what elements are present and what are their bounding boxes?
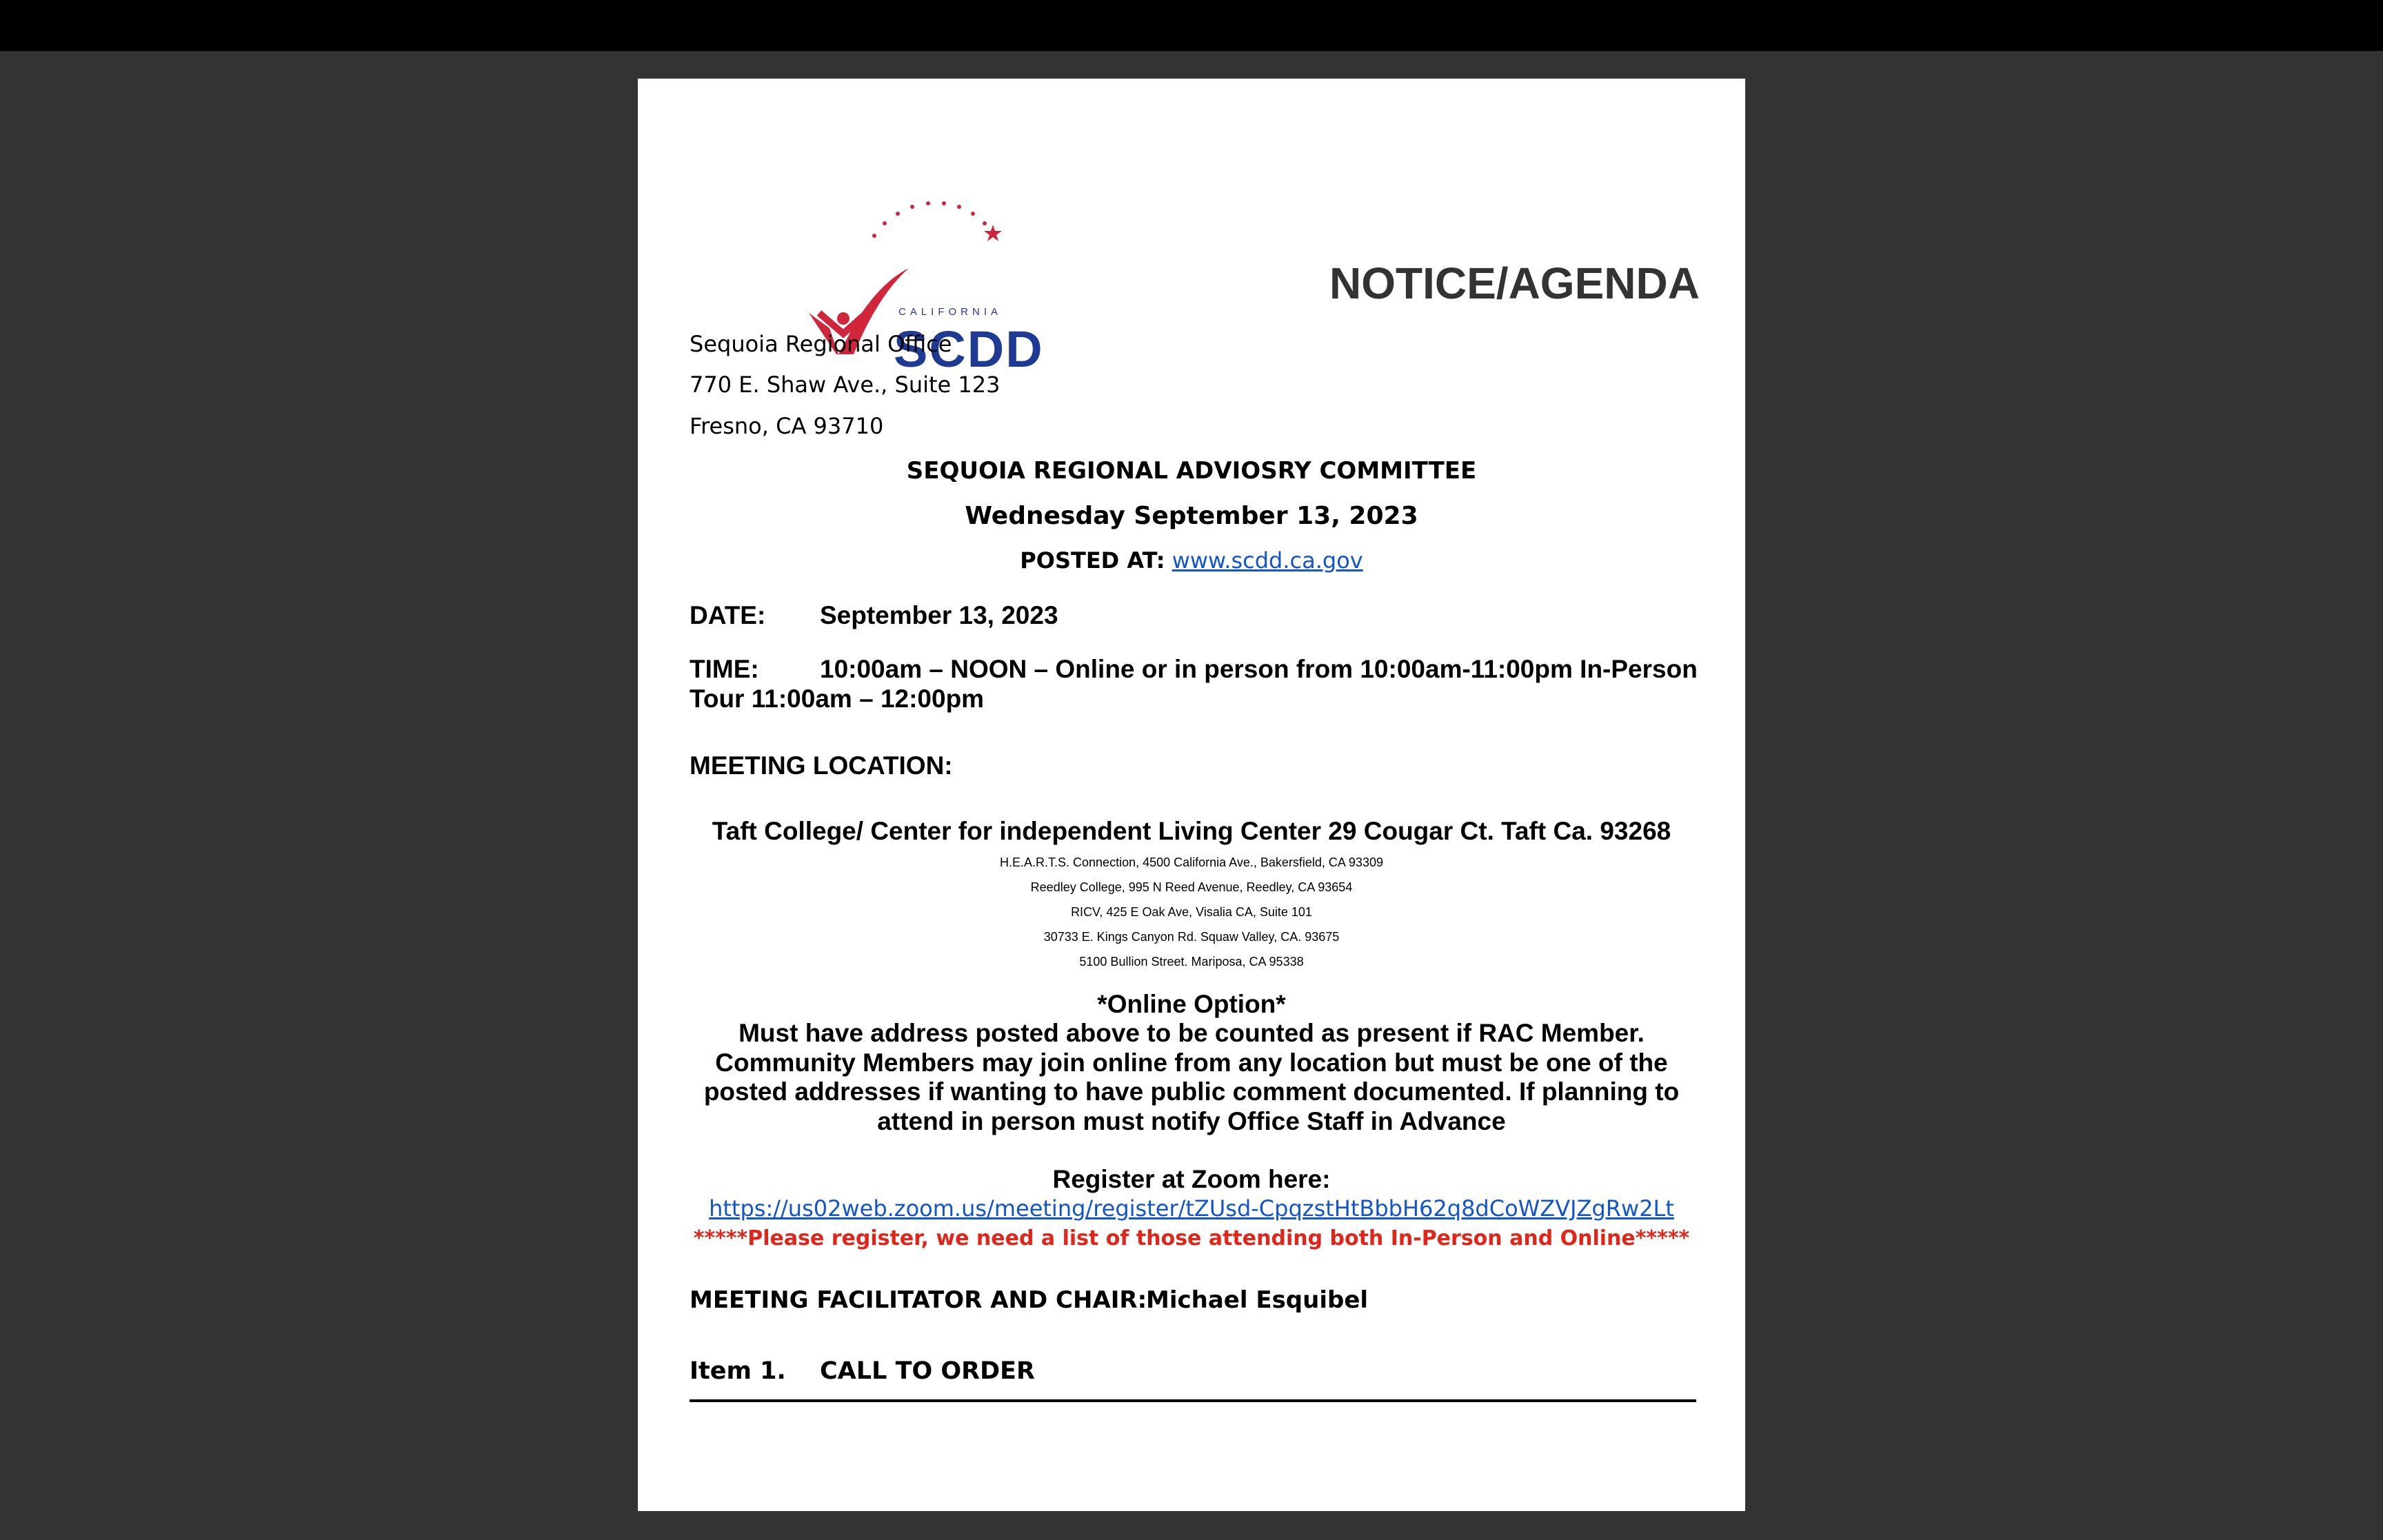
logo-main-word: SCDD [894, 321, 1044, 378]
location-item: 30733 E. Kings Canyon Rd. Squaw Valley, CA. 93675 [1043, 930, 1340, 944]
time-value-line2: Tour 11:00am – 12:00pm [690, 685, 985, 713]
section-divider [690, 1399, 1696, 1402]
logo-stars [872, 201, 1002, 241]
office-city: Fresno, CA 93710 [690, 413, 884, 439]
online-option-line: Must have address posted above to be counted as present if RAC Member. [738, 1019, 1645, 1047]
logo-figure-head [837, 312, 849, 325]
posted-at-link[interactable]: www.scdd.ca.gov [1172, 547, 1363, 574]
location-item: Reedley College, 995 N Reed Avenue, Reedley, CA 93654 [1030, 880, 1353, 894]
meeting-date-line: Wednesday September 13, 2023 [965, 502, 1418, 530]
agenda-item-number: Item 1. [690, 1357, 786, 1385]
online-option-line: posted addresses if wanting to have public comment documented. If planning to [703, 1077, 1680, 1106]
date-label: DATE: [690, 601, 766, 629]
office-name: Sequoia Regional Office [690, 331, 952, 357]
register-link[interactable]: https://us02web.zoom.us/meeting/register/tZUsd-CpqzstHtBbbH62q8dCoWZVJZgRw2Lt [709, 1195, 1674, 1222]
notice-agenda-heading: NOTICE/AGENDA [1329, 259, 1700, 308]
posted-at-line [638, 547, 1745, 574]
online-option-line: Community Members may join online from any location but must be one of the [715, 1048, 1668, 1077]
meeting-location-label: MEETING LOCATION: [690, 751, 953, 780]
document-page [638, 79, 1745, 1511]
viewer-top-bar [0, 0, 2383, 51]
agenda-item-title: CALL TO ORDER [820, 1357, 1035, 1385]
time-value-line1: 10:00am – NOON – Online or in person from 10:00am-11:00pm In-Person [820, 655, 1698, 683]
location-item: 5100 Bullion Street. Mariposa, CA 95338 [1079, 955, 1304, 969]
date-value: September 13, 2023 [820, 601, 1058, 629]
location-item: H.E.A.R.T.S. Connection, 4500 California Ave., Bakersfield, CA 93309 [1000, 855, 1383, 869]
online-option-title: *Online Option* [1097, 990, 1286, 1018]
posted-at-label: POSTED AT: [1020, 547, 1165, 574]
office-street: 770 E. Shaw Ave., Suite 123 [690, 372, 1001, 398]
online-option-line: attend in person must notify Office Staff in Advance [877, 1107, 1506, 1135]
location-item: RICV, 425 E Oak Ave, Visalia CA, Suite 101 [1071, 905, 1312, 919]
time-label: TIME: [690, 655, 759, 683]
facilitator-label: MEETING FACILITATOR AND CHAIR: [690, 1286, 1147, 1314]
register-label: Register at Zoom here: [1052, 1165, 1331, 1193]
facilitator-name: Michael Esquibel [1146, 1286, 1369, 1314]
committee-title: SEQUOIA REGIONAL ADVIOSRY COMMITTEE [906, 457, 1477, 485]
register-notice: *****Please register, we need a list of those attending both In-Person and Online***** [693, 1226, 1690, 1250]
main-location: Taft College/ Center for independent Living Center 29 Cougar Ct. Taft Ca. 93268 [712, 817, 1671, 845]
logo-top-word: CALIFORNIA [898, 306, 1003, 318]
